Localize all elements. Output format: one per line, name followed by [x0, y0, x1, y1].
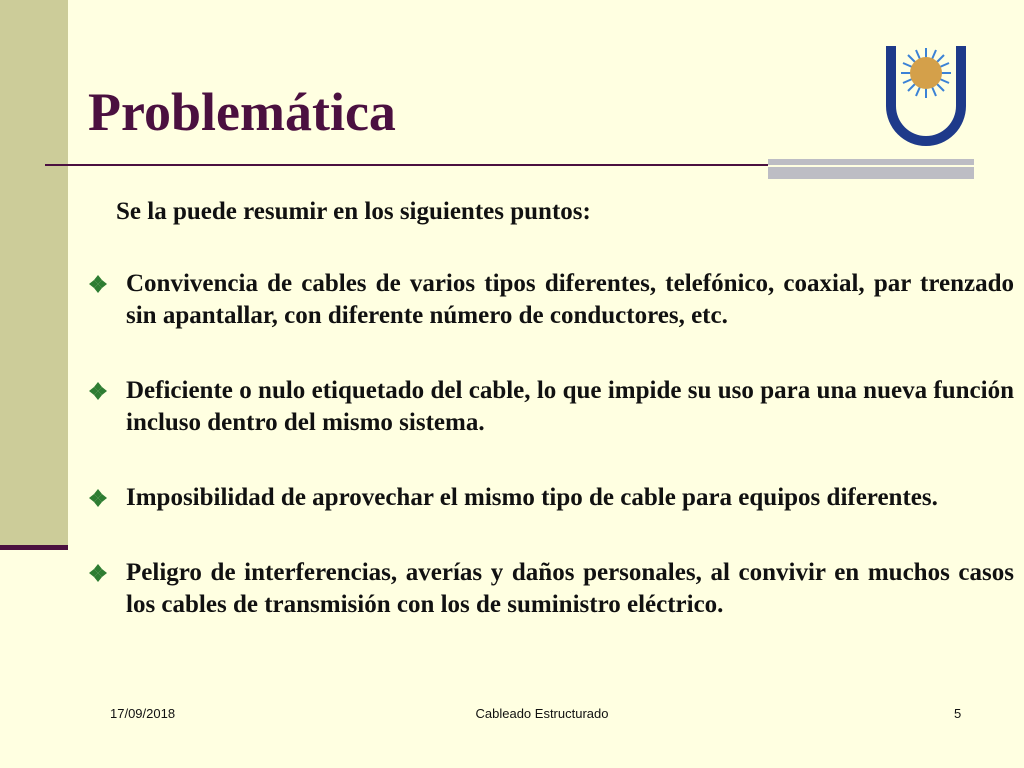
- diamond-bullet-icon: [88, 488, 108, 508]
- footer-title: Cableado Estructurado: [475, 706, 609, 721]
- left-decorative-band: [0, 0, 68, 545]
- diamond-bullet-icon: [88, 563, 108, 583]
- list-item: [88, 557, 1014, 621]
- accent-bar: [768, 159, 974, 179]
- footer-date: 17/09/2018: [110, 706, 176, 721]
- bullet-text: Peligro de interferencias, averías y daños personales, al convivir en muchos casos los cables de transmisión con los de suministro eléctrico.: [126, 559, 1014, 618]
- list-item: [88, 482, 1014, 514]
- diamond-bullet-icon: [88, 381, 108, 401]
- bullet-text: Imposibilidad de aprovechar el mismo tipo de cable para equipos diferentes.: [126, 484, 938, 511]
- slide-title: Problemática: [88, 82, 396, 142]
- university-logo: [876, 40, 976, 152]
- bullet-text: Deficiente o nulo etiquetado del cable, lo que impide su uso para una nueva función incluso dentro del mismo sistema.: [126, 377, 1014, 436]
- diamond-bullet-icon: [88, 274, 108, 294]
- list-item: [88, 375, 1014, 439]
- bullet-text: Convivencia de cables de varios tipos diferentes, telefónico, coaxial, par trenzado sin apantallar, con diferente número de conductores, etc.: [126, 270, 1014, 329]
- sun-icon: [910, 57, 942, 89]
- left-band-rule: [0, 545, 68, 550]
- bullet-list: [88, 268, 1014, 664]
- intro-text: Se la puede resumir en los siguientes puntos:: [116, 198, 591, 225]
- list-item: [88, 268, 1014, 332]
- page-number: 5: [954, 706, 962, 721]
